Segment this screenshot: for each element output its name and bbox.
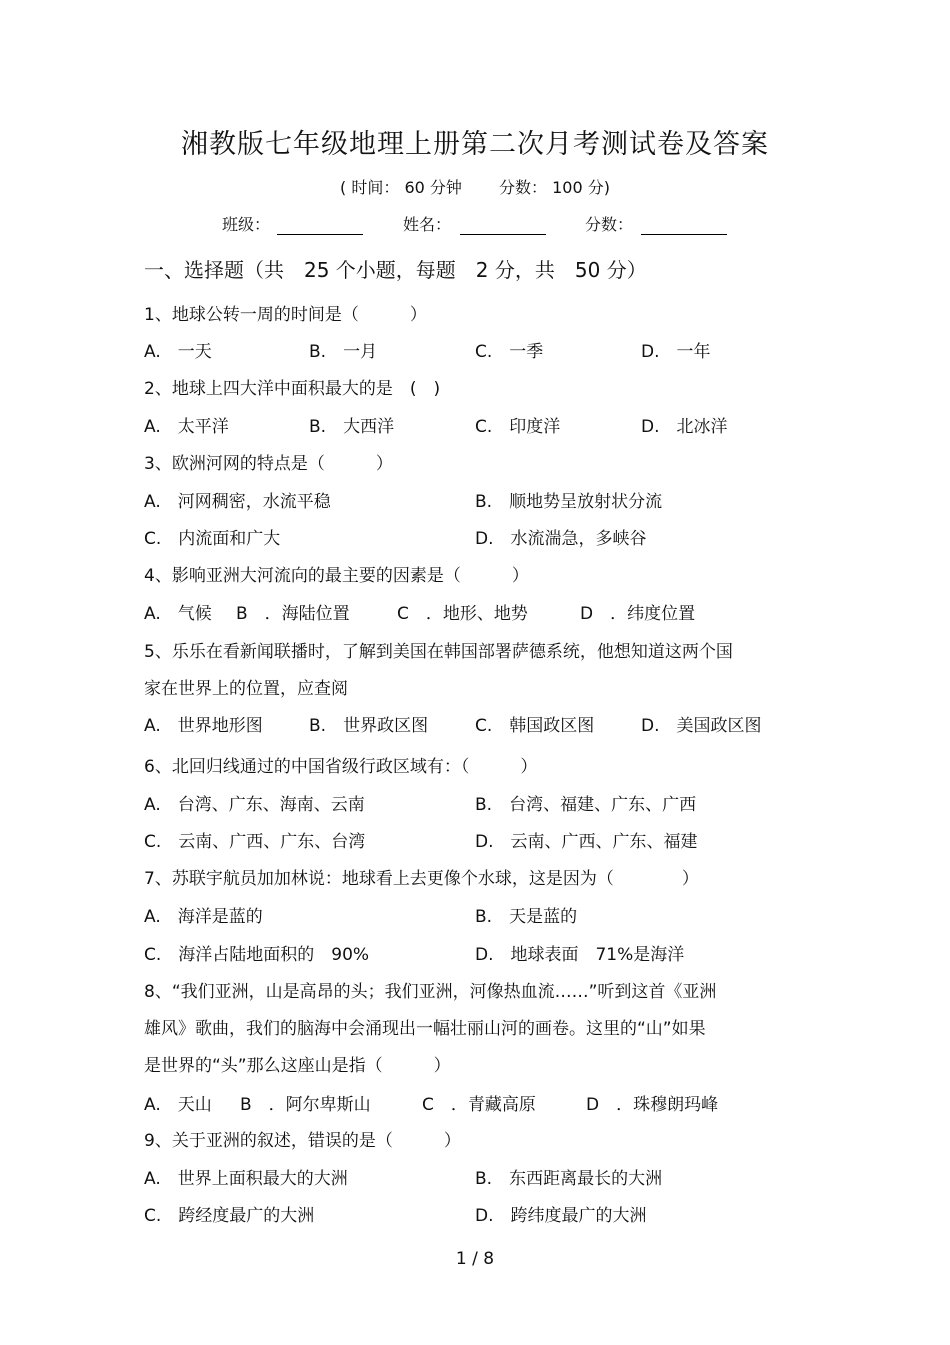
question-8-line-2: 雄风》歌曲，我们的脑海中会涌现出一幅壮丽山河的画卷。这里的“山”如果 <box>144 1019 706 1039</box>
q5-option-a: A. 世界地形图 <box>144 716 263 736</box>
q2-option-d: D. 北冰洋 <box>641 417 728 437</box>
page-number: 1 / 8 <box>455 1249 495 1269</box>
q7-option-a: A. 海洋是蓝的 <box>144 907 263 927</box>
q1-option-b: B. 一月 <box>309 342 378 362</box>
exam-total-score: 分数： 100 分) <box>499 178 610 197</box>
question-3: 3、欧洲河网的特点是（ ） <box>144 454 393 474</box>
q2-option-c: C. 印度洋 <box>475 417 561 437</box>
q1-option-d: D. 一年 <box>641 342 711 362</box>
q9-option-a: A. 世界上面积最大的大洲 <box>144 1169 348 1189</box>
exam-meta <box>0 175 950 198</box>
q5-option-b: B. 世界政区图 <box>309 716 429 736</box>
q8-option-d: D ．珠穆朗玛峰 <box>586 1095 719 1115</box>
score-label: 分数： <box>585 215 634 234</box>
question-2: 2、地球上四大洋中面积最大的是 ( ) <box>144 379 441 399</box>
q2-option-a: A. 太平洋 <box>144 417 229 437</box>
q7-option-b: B. 天是蓝的 <box>475 907 578 927</box>
q2-option-b: B. 大西洋 <box>309 417 395 437</box>
question-9: 9、关于亚洲的叙述，错误的是（ ） <box>144 1131 461 1151</box>
name-label: 姓名： <box>403 215 452 234</box>
exam-time: ( 时间： 60 分钟 <box>340 178 462 197</box>
q7-option-d: D. 地球表面 71%是海洋 <box>475 945 685 965</box>
name-blank <box>460 234 546 235</box>
q4-option-a: A. 气候 <box>144 604 212 624</box>
q6-option-c: C. 云南、广西、广东、台湾 <box>144 832 366 852</box>
student-info-fields <box>0 212 950 242</box>
question-4: 4、影响亚洲大河流向的最主要的因素是（ ） <box>144 566 529 586</box>
class-blank <box>277 234 363 235</box>
q5-option-c: C. 韩国政区图 <box>475 716 595 736</box>
q3-option-a: A. 河网稠密，水流平稳 <box>144 492 331 512</box>
q7-option-c: C. 海洋占陆地面积的 90% <box>144 945 370 965</box>
score-blank <box>641 234 727 235</box>
q3-option-d: D. 水流湍急，多峡谷 <box>475 529 647 549</box>
question-8-line-1: 8、“我们亚洲，山是高昂的头；我们亚洲，河像热血流……”听到这首《亚洲 <box>144 982 717 1002</box>
class-label: 班级： <box>222 215 271 234</box>
document-title: 湘教版七年级地理上册第二次月考测试卷及答案 <box>181 129 769 160</box>
q8-option-c: C ．青藏高原 <box>422 1095 536 1115</box>
q1-option-c: C. 一季 <box>475 342 544 362</box>
q9-option-d: D. 跨纬度最广的大洲 <box>475 1206 647 1226</box>
q3-option-c: C. 内流面和广大 <box>144 529 281 549</box>
q4-option-c: C ．地形、地势 <box>397 604 528 624</box>
section-heading: 一、选择题（共 25 个小题，每题 2 分，共 50 分） <box>144 258 647 282</box>
q8-option-a: A. 天山 <box>144 1095 212 1115</box>
q5-option-d: D. 美国政区图 <box>641 716 762 736</box>
q6-option-a: A. 台湾、广东、海南、云南 <box>144 795 365 815</box>
q3-option-b: B. 顺地势呈放射状分流 <box>475 492 663 512</box>
q9-option-b: B. 东西距离最长的大洲 <box>475 1169 663 1189</box>
q8-option-b: B ．阿尔卑斯山 <box>240 1095 371 1115</box>
question-1: 1、地球公转一周的时间是（ ） <box>144 305 427 325</box>
q4-option-d: D ．纬度位置 <box>580 604 696 624</box>
q6-option-b: B. 台湾、福建、广东、广西 <box>475 795 697 815</box>
question-7: 7、苏联宇航员加加林说：地球看上去更像个水球，这是因为（ ） <box>144 869 699 889</box>
q9-option-c: C. 跨经度最广的大洲 <box>144 1206 315 1226</box>
question-8-line-3: 是世界的“头”那么这座山是指（ ） <box>144 1056 451 1076</box>
q1-option-a: A. 一天 <box>144 342 212 362</box>
q4-option-b: B ．海陆位置 <box>236 604 350 624</box>
question-6: 6、北回归线通过的中国省级行政区域有：（ ） <box>144 757 538 777</box>
q6-option-d: D. 云南、广西、广东、福建 <box>475 832 698 852</box>
question-5-line-2: 家在世界上的位置，应查阅 <box>144 679 348 699</box>
question-5-line-1: 5、乐乐在看新闻联播时，了解到美国在韩国部署萨德系统，他想知道这两个国 <box>144 642 733 662</box>
